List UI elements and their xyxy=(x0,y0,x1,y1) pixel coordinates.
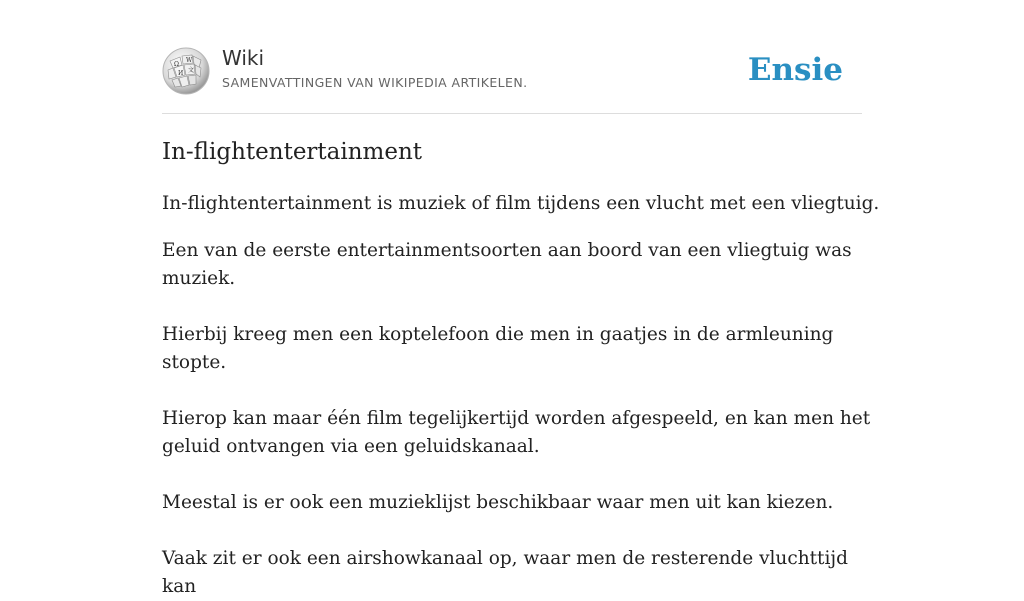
article xyxy=(162,136,882,601)
article-paragraph: Hierop kan maar één film tegelijkertijd worden afgespeeld, en kan men het geluid ontvangen via een geluidskanaal. xyxy=(162,408,871,457)
article-paragraph: Meestal is er ook een muzieklijst beschikbaar waar men uit kan kiezen. xyxy=(162,492,834,513)
article-paragraph: Een van de eerste entertainmentsoorten aan boord van een vliegtuig was muziek. xyxy=(162,240,852,289)
svg-text:W: W xyxy=(186,57,193,64)
brand-logo[interactable]: Ensie xyxy=(747,52,843,88)
site-header xyxy=(162,44,862,114)
site-name[interactable]: Wiki xyxy=(222,46,265,70)
article-paragraph: Vaak zit er ook een airshowkanaal op, waar men de resterende vluchttijd kan xyxy=(162,548,848,597)
svg-text:Ω: Ω xyxy=(174,61,179,68)
wikipedia-globe-icon[interactable] xyxy=(162,47,210,95)
article-paragraph: Hierbij kreeg men een koptelefoon die men in gaatjes in de armleuning stopte. xyxy=(162,324,834,373)
site-tagline: SAMENVATTINGEN VAN WIKIPEDIA ARTIKELEN. xyxy=(222,75,528,90)
svg-text:文: 文 xyxy=(188,67,195,74)
svg-text:И: И xyxy=(178,70,184,77)
article-intro: In-flightentertainment is muziek of film tijdens een vlucht met een vliegtuig. xyxy=(162,193,880,214)
article-title: In-flightentertainment xyxy=(162,139,423,165)
